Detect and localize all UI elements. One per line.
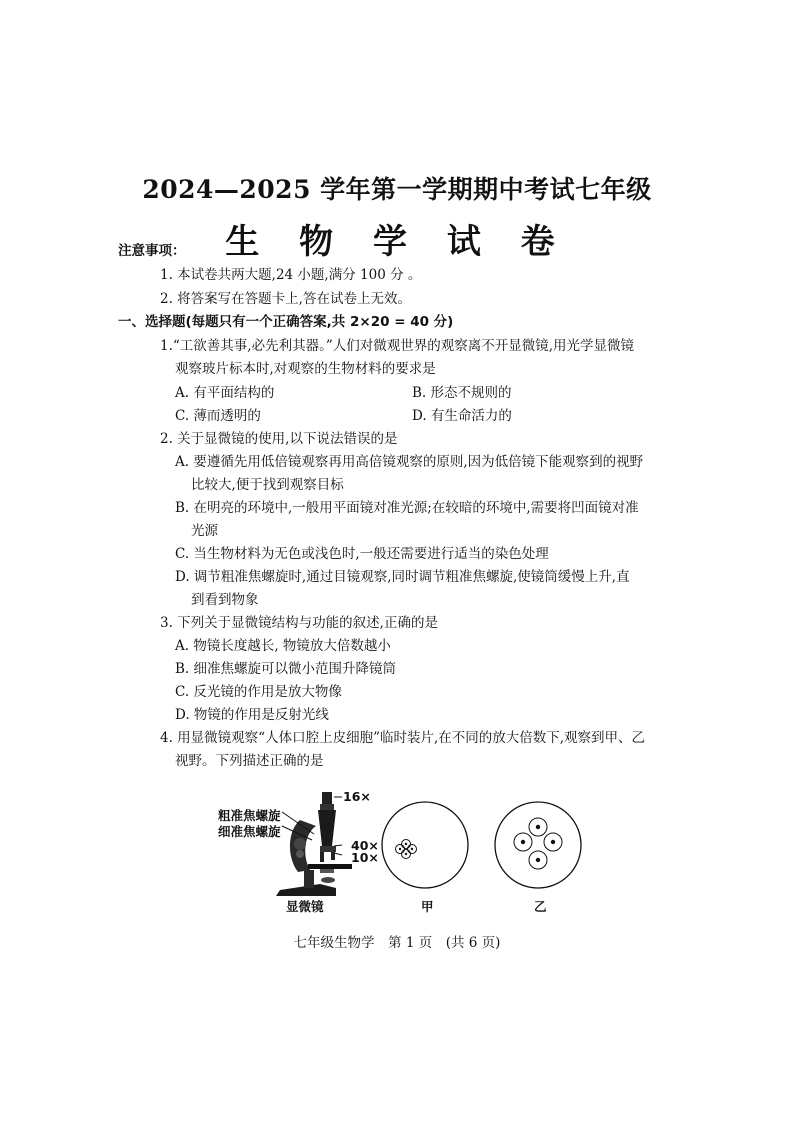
caption-microscope: 显微镜 <box>286 899 324 914</box>
field-jia <box>380 800 470 890</box>
q2-option-c: C. 当生物材料为无色或浅色时,一般还需要进行适当的染色处理 <box>175 546 549 562</box>
exam-subtitle: 生 物 学 试 卷 <box>225 222 569 262</box>
caption-yi: 乙 <box>534 899 547 914</box>
q3-option-a: A. 物镜长度越长, 物镜放大倍数越小 <box>175 638 391 654</box>
caption-jia: 甲 <box>421 899 434 914</box>
q1-stem-line2: 观察玻片标本时,对观察的生物材料的要求是 <box>175 361 436 377</box>
q2-stem: 2. 关于显微镜的使用,以下说法错误的是 <box>160 431 398 447</box>
q2-option-a-line1: A. 要遵循先用低倍镜观察再用高倍镜观察的原则,因为低倍镜下能观察到的视野 <box>175 454 644 470</box>
q4-stem-line2: 视野。下列描述正确的是 <box>175 753 324 769</box>
q3-option-d: D. 物镜的作用是反射光线 <box>175 707 329 723</box>
q2-option-b-line2: 光源 <box>191 523 218 539</box>
objective-10-label: 10× <box>351 850 379 865</box>
q1-option-b: B. 形态不规则的 <box>412 385 512 401</box>
q4-stem-line1: 4. 用显微镜观察“人体口腔上皮细胞”临时装片,在不同的放大倍数下,观察到甲、乙 <box>160 730 646 746</box>
coarse-adjust-label: 粗准焦螺旋 <box>218 808 281 823</box>
q2-option-a-line2: 比较大,便于找到观察目标 <box>191 477 344 493</box>
eyepiece-label: 16× <box>343 789 371 804</box>
notice-item-1: 1. 本试卷共两大题,24 小题,满分 100 分 。 <box>160 267 422 283</box>
q1-option-d: D. 有生命活力的 <box>412 408 512 424</box>
q3-option-c: C. 反光镜的作用是放大物像 <box>175 684 342 700</box>
notice-item-2: 2. 将答案写在答题卡上,答在试卷上无效。 <box>160 291 411 307</box>
q1-option-a: A. 有平面结构的 <box>175 385 275 401</box>
field-yi <box>493 800 583 890</box>
q3-stem: 3. 下列关于显微镜结构与功能的叙述,正确的是 <box>160 615 438 631</box>
q2-option-d-line1: D. 调节粗准焦螺旋时,通过目镜观察,同时调节粗准焦螺旋,使镜筒缓慢上升,直 <box>175 569 630 585</box>
section1-heading: 一、选择题(每题只有一个正确答案,共 2×20 = 40 分) <box>118 314 454 330</box>
q3-option-b: B. 细准焦螺旋可以微小范围升降镜筒 <box>175 661 397 677</box>
fine-adjust-label: 细准焦螺旋 <box>218 824 281 839</box>
q2-option-b-line1: B. 在明亮的环境中,一般用平面镜对准光源;在较暗的环境中,需要将凹面镜对准 <box>175 500 639 516</box>
objective-40-label: 40× <box>351 838 379 853</box>
q1-stem-line1: 1.“工欲善其事,必先利其器。”人们对微观世界的观察离不开显微镜,用光学显微镜 <box>160 338 635 354</box>
page-footer: 七年级生物学 第 1 页 (共 6 页) <box>293 935 501 951</box>
notice-heading: 注意事项： <box>118 243 186 259</box>
q2-option-d-line2: 到看到物象 <box>191 592 259 608</box>
q1-option-c: C. 薄而透明的 <box>175 408 261 424</box>
exam-title: 2024—2025 学年第一学期期中考试七年级 <box>142 175 652 204</box>
